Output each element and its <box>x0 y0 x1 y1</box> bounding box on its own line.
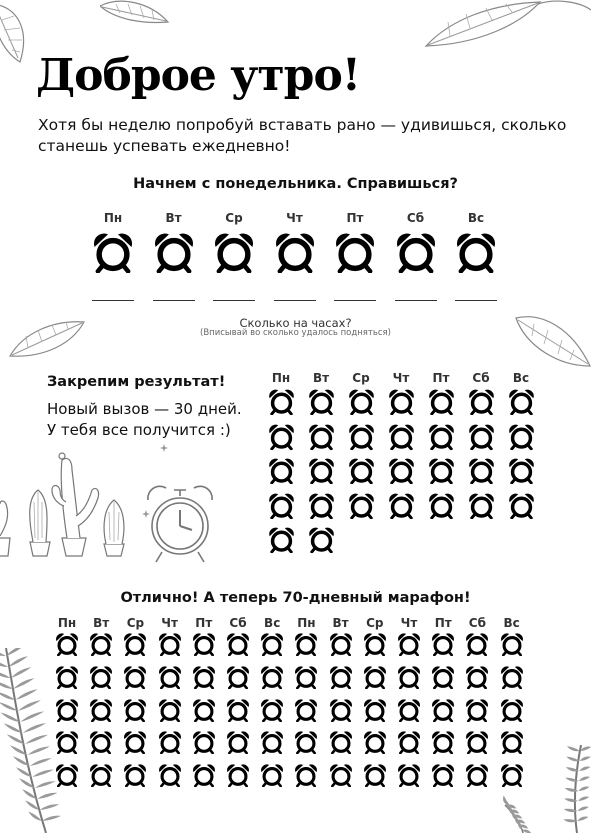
alarm-clock-icon <box>465 632 489 656</box>
alarm-clock-icon <box>329 665 353 689</box>
day-label: Пн <box>57 616 77 630</box>
marathon70-day-clock[interactable] <box>123 698 147 722</box>
alarm-clock-icon <box>329 632 353 656</box>
day-label: Сб <box>406 211 425 225</box>
challenge30-day-clock[interactable] <box>428 388 455 415</box>
day-label: Пн <box>271 371 291 385</box>
alarm-clock-icon <box>363 665 387 689</box>
alarm-clock-icon <box>153 231 195 273</box>
marathon70-day-clock[interactable] <box>465 632 489 656</box>
week-clock[interactable] <box>92 231 134 273</box>
challenge30-day-clock[interactable] <box>268 423 295 450</box>
marathon70-day-clock[interactable] <box>294 665 318 689</box>
marathon70-day-clock[interactable] <box>260 698 284 722</box>
alarm-clock-icon <box>89 665 113 689</box>
marathon70-day-clock[interactable] <box>397 698 421 722</box>
alarm-clock-icon <box>260 763 284 787</box>
marathon70-day-clock[interactable] <box>158 698 182 722</box>
day-label: Пт <box>195 616 213 630</box>
alarm-clock-icon <box>508 457 535 484</box>
alarm-clock-icon <box>55 665 79 689</box>
alarm-clock-icon <box>428 492 455 519</box>
alarm-clock-icon <box>431 763 455 787</box>
star-icon <box>142 510 150 518</box>
alarm-clock-icon <box>268 492 295 519</box>
marathon70-day-clock[interactable] <box>329 730 353 754</box>
alarm-clock-icon <box>431 665 455 689</box>
challenge30-text-line2: У тебя все получится :) <box>47 421 231 439</box>
day-label: Ср <box>225 211 243 225</box>
page-subtitle: Хотя бы неделю попробуй вставать рано — удивишься, сколько станешь успевать ежедневно! <box>38 116 567 155</box>
alarm-clock-icon <box>329 698 353 722</box>
marathon70-day-clock[interactable] <box>500 632 524 656</box>
day-label: Ср <box>126 616 145 630</box>
week-clock[interactable] <box>455 231 497 273</box>
marathon70-day-clock[interactable] <box>89 730 113 754</box>
alarm-clock-icon <box>268 457 295 484</box>
alarm-clock-icon <box>500 698 524 722</box>
challenge30-day-clock[interactable] <box>308 526 335 553</box>
alarm-clock-icon <box>260 632 284 656</box>
marathon70-day-clock[interactable] <box>431 665 455 689</box>
challenge30-day-clock[interactable] <box>348 388 375 415</box>
marathon70-day-clock[interactable] <box>89 698 113 722</box>
marathon70-day-clock[interactable] <box>260 632 284 656</box>
alarm-clock-icon <box>465 730 489 754</box>
alarm-clock-icon <box>363 698 387 722</box>
marathon70-day-clock[interactable] <box>89 632 113 656</box>
alarm-clock-icon <box>500 632 524 656</box>
day-label: Вт <box>93 616 110 630</box>
alarm-clock-icon <box>294 665 318 689</box>
alarm-clock-icon <box>123 698 147 722</box>
alarm-clock-icon <box>55 763 79 787</box>
challenge30-day-clock[interactable] <box>388 457 415 484</box>
challenge30-day-clock[interactable] <box>308 423 335 450</box>
alarm-clock-icon <box>158 730 182 754</box>
alarm-clock-icon <box>508 388 535 415</box>
alarm-clock-icon <box>89 698 113 722</box>
marathon70-day-clock[interactable] <box>329 698 353 722</box>
leaf-icon <box>100 0 170 26</box>
page-title: Доброе утро! <box>36 50 361 101</box>
leaf-icon <box>0 0 34 66</box>
week-clock[interactable] <box>153 231 195 273</box>
day-label: Чт <box>286 211 303 225</box>
marathon70-day-clock[interactable] <box>158 730 182 754</box>
week-clock[interactable] <box>395 231 437 273</box>
marathon70-day-clock[interactable] <box>363 632 387 656</box>
marathon70-day-clock[interactable] <box>500 665 524 689</box>
day-label: Вс <box>512 371 530 385</box>
week-heading: Начнем с понедельника. Справишься? <box>133 176 458 192</box>
alarm-clock-icon <box>468 492 495 519</box>
alarm-clock-icon <box>260 698 284 722</box>
marathon70-day-clock[interactable] <box>329 632 353 656</box>
marathon70-day-clock[interactable] <box>294 763 318 787</box>
day-label: Вс <box>264 616 281 630</box>
marathon70-day-clock[interactable] <box>431 632 455 656</box>
marathon70-day-clock[interactable] <box>465 763 489 787</box>
marathon70-day-clock[interactable] <box>500 730 524 754</box>
challenge30-day-clock[interactable] <box>348 457 375 484</box>
day-label: Вт <box>165 211 182 225</box>
alarm-clock-icon <box>294 632 318 656</box>
challenge30-day-clock[interactable] <box>308 388 335 415</box>
alarm-clock-icon <box>431 698 455 722</box>
alarm-clock-icon <box>334 231 376 273</box>
day-label: Чт <box>392 371 410 385</box>
alarm-clock-icon <box>508 492 535 519</box>
marathon70-day-clock[interactable] <box>89 763 113 787</box>
alarm-clock-icon <box>213 231 255 273</box>
day-label: Чт <box>161 616 178 630</box>
challenge30-day-clock[interactable] <box>268 457 295 484</box>
day-label: Пн <box>297 616 316 630</box>
marathon70-day-clock[interactable] <box>226 763 250 787</box>
alarm-clock-icon <box>395 231 437 273</box>
alarm-clock-icon <box>158 632 182 656</box>
alarm-clock-icon <box>465 698 489 722</box>
alarm-clock-icon <box>123 665 147 689</box>
alarm-clock-icon <box>308 423 335 450</box>
marathon70-day-clock[interactable] <box>294 632 318 656</box>
alarm-clock-icon <box>363 632 387 656</box>
challenge30-day-clock[interactable] <box>508 457 535 484</box>
marathon70-day-clock[interactable] <box>55 730 79 754</box>
alarm-clock-icon <box>192 730 216 754</box>
day-label: Ср <box>352 371 370 385</box>
alarm-clock-icon <box>348 492 375 519</box>
day-label: Вт <box>312 371 330 385</box>
marathon70-day-clock[interactable] <box>465 698 489 722</box>
marathon70-day-clock[interactable] <box>226 730 250 754</box>
alarm-clock-icon <box>55 730 79 754</box>
alarm-clock-icon <box>92 231 134 273</box>
challenge30-text-line1: Новый вызов — 30 дней. <box>47 400 242 418</box>
marathon70-day-clock[interactable] <box>55 665 79 689</box>
alarm-clock-icon <box>397 665 421 689</box>
marathon70-day-clock[interactable] <box>226 665 250 689</box>
marathon70-day-clock[interactable] <box>397 730 421 754</box>
alarm-clock-icon <box>294 698 318 722</box>
week-clock[interactable] <box>274 231 316 273</box>
alarm-clock-icon <box>308 526 335 553</box>
time-input-line[interactable] <box>213 300 255 301</box>
challenge30-day-clock[interactable] <box>428 457 455 484</box>
challenge30-day-clock[interactable] <box>268 526 295 553</box>
marathon70-day-clock[interactable] <box>397 763 421 787</box>
time-input-line[interactable] <box>334 300 376 301</box>
time-note: (Вписывай во сколько удалось подняться) <box>200 328 391 338</box>
marathon70-day-clock[interactable] <box>192 698 216 722</box>
alarm-clock-icon <box>89 763 113 787</box>
alarm-clock-icon <box>123 763 147 787</box>
alarm-clock-icon <box>428 423 455 450</box>
alarm-clock-icon <box>226 698 250 722</box>
marathon70-day-clock[interactable] <box>431 730 455 754</box>
marathon70-day-clock[interactable] <box>500 698 524 722</box>
day-label: Пн <box>103 211 123 225</box>
marathon70-day-clock[interactable] <box>192 632 216 656</box>
challenge30-day-clock[interactable] <box>428 492 455 519</box>
alarm-clock-icon <box>397 763 421 787</box>
time-input-line[interactable] <box>274 300 316 301</box>
challenge30-day-clock[interactable] <box>468 423 495 450</box>
day-label: Пт <box>432 371 450 385</box>
marathon70-day-clock[interactable] <box>55 763 79 787</box>
marathon70-day-clock[interactable] <box>123 665 147 689</box>
alarm-clock-icon <box>158 763 182 787</box>
alarm-clock-icon <box>226 632 250 656</box>
marathon70-day-clock[interactable] <box>158 632 182 656</box>
alarm-clock-illustration <box>140 482 220 564</box>
alarm-clock-icon <box>500 730 524 754</box>
challenge30-day-clock[interactable] <box>508 492 535 519</box>
alarm-clock-icon <box>268 423 295 450</box>
star-icon <box>160 444 168 452</box>
alarm-clock-icon <box>397 730 421 754</box>
alarm-clock-icon <box>308 457 335 484</box>
cactus-icon <box>0 446 135 558</box>
time-input-line[interactable] <box>92 300 134 301</box>
day-label: Пт <box>434 616 452 630</box>
alarm-clock-icon <box>468 388 495 415</box>
marathon70-day-clock[interactable] <box>397 665 421 689</box>
day-label: Пт <box>346 211 364 225</box>
alarm-clock-icon <box>192 763 216 787</box>
challenge30-day-clock[interactable] <box>468 492 495 519</box>
marathon70-day-clock[interactable] <box>192 665 216 689</box>
alarm-clock-icon <box>89 730 113 754</box>
alarm-clock-icon <box>329 730 353 754</box>
alarm-clock-icon <box>268 388 295 415</box>
day-label: Сб <box>468 616 486 630</box>
alarm-clock-icon <box>500 763 524 787</box>
alarm-clock-icon <box>123 632 147 656</box>
alarm-clock-icon <box>468 457 495 484</box>
challenge30-day-clock[interactable] <box>308 492 335 519</box>
challenge30-day-clock[interactable] <box>388 423 415 450</box>
marathon70-day-clock[interactable] <box>363 665 387 689</box>
alarm-clock-icon <box>329 763 353 787</box>
challenge30-day-clock[interactable] <box>308 457 335 484</box>
alarm-clock-icon <box>508 423 535 450</box>
challenge30-day-clock[interactable] <box>348 492 375 519</box>
marathon70-day-clock[interactable] <box>294 730 318 754</box>
challenge30-day-clock[interactable] <box>508 423 535 450</box>
challenge30-heading: Закрепим результат! <box>47 374 226 390</box>
alarm-clock-icon <box>158 698 182 722</box>
marathon70-day-clock[interactable] <box>55 632 79 656</box>
marathon70-heading: Отлично! А теперь 70-дневный марафон! <box>120 590 471 606</box>
alarm-clock-icon <box>260 665 284 689</box>
alarm-clock-icon <box>192 632 216 656</box>
alarm-clock-icon <box>55 698 79 722</box>
alarm-clock-icon <box>397 632 421 656</box>
alarm-clock-icon <box>388 457 415 484</box>
marathon70-day-clock[interactable] <box>431 763 455 787</box>
marathon70-day-clock[interactable] <box>500 763 524 787</box>
alarm-clock-icon <box>192 698 216 722</box>
marathon70-day-clock[interactable] <box>123 730 147 754</box>
marathon70-day-clock[interactable] <box>363 698 387 722</box>
fern-icon <box>495 745 591 833</box>
alarm-clock-icon <box>308 388 335 415</box>
alarm-clock-icon <box>428 457 455 484</box>
challenge30-day-clock[interactable] <box>348 423 375 450</box>
challenge30-day-clock[interactable] <box>268 388 295 415</box>
marathon70-day-clock[interactable] <box>363 763 387 787</box>
marathon70-day-clock[interactable] <box>465 730 489 754</box>
challenge30-text <box>47 399 242 441</box>
marathon70-day-clock[interactable] <box>158 763 182 787</box>
alarm-clock-icon <box>431 632 455 656</box>
marathon70-day-clock[interactable] <box>192 763 216 787</box>
time-input-line[interactable] <box>455 300 497 301</box>
challenge30-day-clock[interactable] <box>268 492 295 519</box>
time-question: Сколько на часах? <box>239 316 352 330</box>
day-label: Ср <box>366 616 384 630</box>
marathon70-day-clock[interactable] <box>329 665 353 689</box>
marathon70-day-clock[interactable] <box>226 632 250 656</box>
marathon70-day-clock[interactable] <box>363 730 387 754</box>
marathon70-day-clock[interactable] <box>294 698 318 722</box>
alarm-clock-icon <box>226 763 250 787</box>
marathon70-day-clock[interactable] <box>260 665 284 689</box>
week-clock[interactable] <box>334 231 376 273</box>
alarm-clock-icon <box>89 632 113 656</box>
alarm-clock-icon <box>465 665 489 689</box>
alarm-clock-icon <box>431 730 455 754</box>
marathon70-day-clock[interactable] <box>465 665 489 689</box>
alarm-clock-icon <box>55 632 79 656</box>
challenge30-day-clock[interactable] <box>388 388 415 415</box>
challenge30-day-clock[interactable] <box>428 423 455 450</box>
marathon70-day-clock[interactable] <box>55 698 79 722</box>
marathon70-day-clock[interactable] <box>329 763 353 787</box>
alarm-clock-icon <box>226 730 250 754</box>
alarm-clock-icon <box>388 388 415 415</box>
alarm-clock-icon <box>465 763 489 787</box>
marathon70-day-clock[interactable] <box>397 632 421 656</box>
alarm-clock-icon <box>500 665 524 689</box>
alarm-clock-icon <box>348 457 375 484</box>
alarm-clock-icon <box>158 665 182 689</box>
alarm-clock-icon <box>274 231 316 273</box>
marathon70-day-clock[interactable] <box>123 632 147 656</box>
alarm-clock-icon <box>260 730 284 754</box>
marathon70-day-clock[interactable] <box>89 665 113 689</box>
day-label: Вс <box>467 211 485 225</box>
alarm-clock-icon <box>363 730 387 754</box>
challenge30-day-clock[interactable] <box>468 388 495 415</box>
marathon70-day-clock[interactable] <box>260 730 284 754</box>
alarm-clock-icon <box>397 698 421 722</box>
day-label: Вс <box>503 616 520 630</box>
alarm-clock-icon <box>308 492 335 519</box>
alarm-clock-icon <box>294 730 318 754</box>
day-label: Сб <box>472 371 490 385</box>
alarm-clock-icon <box>348 388 375 415</box>
alarm-clock-icon <box>226 665 250 689</box>
challenge30-day-clock[interactable] <box>468 457 495 484</box>
alarm-clock-icon <box>388 423 415 450</box>
time-input-line[interactable] <box>395 300 437 301</box>
marathon70-day-clock[interactable] <box>260 763 284 787</box>
time-input-line[interactable] <box>153 300 195 301</box>
alarm-clock-icon <box>455 231 497 273</box>
challenge30-day-clock[interactable] <box>388 492 415 519</box>
day-label: Сб <box>229 616 247 630</box>
alarm-clock-icon <box>363 763 387 787</box>
alarm-clock-icon <box>123 730 147 754</box>
marathon70-day-clock[interactable] <box>431 698 455 722</box>
alarm-clock-icon <box>268 526 295 553</box>
alarm-clock-icon <box>468 423 495 450</box>
marathon70-day-clock[interactable] <box>192 730 216 754</box>
week-clock[interactable] <box>213 231 255 273</box>
marathon70-day-clock[interactable] <box>123 763 147 787</box>
day-label: Чт <box>400 616 418 630</box>
leaf-icon <box>420 0 591 50</box>
challenge30-day-clock[interactable] <box>508 388 535 415</box>
alarm-clock-icon <box>192 665 216 689</box>
alarm-clock-icon <box>428 388 455 415</box>
alarm-clock-icon <box>388 492 415 519</box>
day-label: Вт <box>332 616 349 630</box>
marathon70-day-clock[interactable] <box>158 665 182 689</box>
alarm-clock-icon <box>348 423 375 450</box>
alarm-clock-icon <box>294 763 318 787</box>
marathon70-day-clock[interactable] <box>226 698 250 722</box>
